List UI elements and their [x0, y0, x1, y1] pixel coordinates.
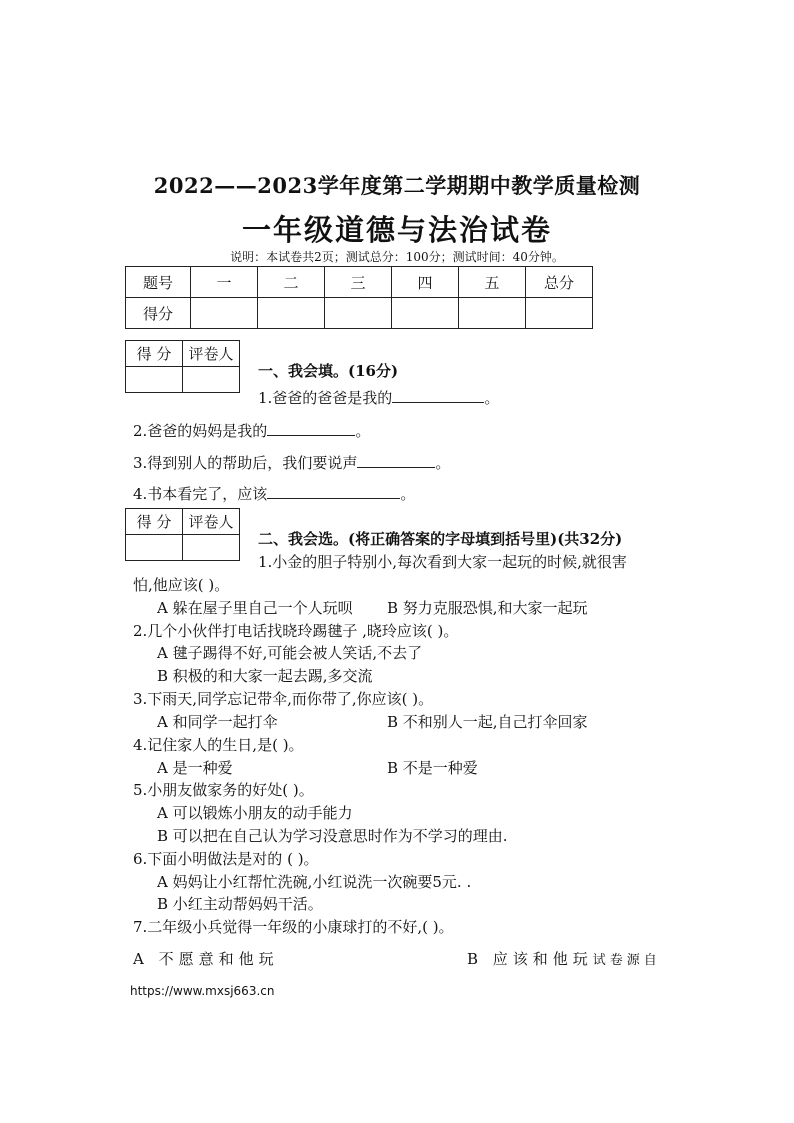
- section2-heading: 二、我会选。(将正确答案的字母填到括号里)(共32分): [258, 530, 623, 548]
- section1-heading: 一、我会填。(16分): [258, 362, 399, 380]
- score-header-cell: 三: [325, 267, 392, 298]
- q7-option-a: A 不愿意和他玩: [133, 950, 279, 968]
- grader-score-label: 得 分: [126, 509, 183, 535]
- section1-question-2: [133, 420, 370, 441]
- section2-question-2: 2.几个小伙伴打电话找晓玲踢毽子 ,晓玲应该( )。: [133, 622, 459, 640]
- score-cell: [325, 298, 392, 329]
- grader-box-section1: [125, 340, 240, 393]
- section1-question-1: [258, 387, 499, 408]
- q4-option-b: B 不是一种爱: [387, 759, 478, 777]
- grader-name-label: 评卷人: [183, 341, 240, 367]
- section2-question-3: 3.下雨天,同学忘记带伞,而你带了,你应该( )。: [133, 690, 434, 708]
- question-end: 。: [484, 389, 500, 407]
- exam-instructions: 说明：本试卷共2页；测试总分：100分；测试时间：40分钟。: [230, 250, 564, 264]
- question-text: 1.爸爸的爸爸是我的: [258, 389, 393, 407]
- score-row-label: 得分: [126, 298, 191, 329]
- score-table: [125, 266, 593, 329]
- footer-url: https://www.mxsj663.cn: [130, 984, 275, 998]
- score-header-cell: 一: [191, 267, 258, 298]
- score-cell: [191, 298, 258, 329]
- q1-option-b: B 努力克服恐惧,和大家一起玩: [387, 599, 588, 617]
- q5-option-b: B 可以把在自己认为学习没意思时作为不学习的理由.: [157, 827, 508, 845]
- source-note: 试卷源自: [592, 953, 661, 968]
- score-header-cell: 二: [258, 267, 325, 298]
- section2-question-7: 7.二年级小兵觉得一年级的小康球打的不好,( )。: [133, 918, 454, 936]
- answer-blank: [357, 453, 435, 468]
- question-text: 4.书本看完了，应该: [133, 485, 268, 503]
- score-cell: [459, 298, 526, 329]
- q3-option-b: B 不和别人一起,自己打伞回家: [387, 713, 588, 731]
- answer-blank: [267, 484, 400, 499]
- question-text: 2.爸爸的妈妈是我的: [133, 422, 268, 440]
- question-text: 3.得到别人的帮助后，我们要说声: [133, 454, 358, 472]
- q2-option-a: A 毽子踢得不好,可能会被人笑话,不去了: [157, 644, 423, 662]
- answer-blank: [392, 388, 484, 403]
- q7-option-b: B 应该和他玩: [467, 950, 593, 968]
- q7-option-b-line: [467, 948, 661, 969]
- question-end: 。: [355, 422, 371, 440]
- section2-question-4: 4.记住家人的生日,是( )。: [133, 736, 304, 754]
- grader-score-label: 得 分: [126, 341, 183, 367]
- q5-option-a: A 可以锻炼小朋友的动手能力: [157, 804, 353, 822]
- grader-box-section2: [125, 508, 240, 561]
- score-cell: [258, 298, 325, 329]
- q6-option-a: A 妈妈让小红帮忙洗碗,小红说洗一次碗要5元. .: [157, 873, 472, 891]
- grader-name-cell: [183, 367, 240, 393]
- section2-question-6: 6.下面小明做法是对的 ( )。: [133, 850, 319, 868]
- score-cell: [526, 298, 593, 329]
- score-table-score-row: [126, 298, 593, 329]
- exam-subject-title: 一年级道德与法治试卷: [241, 213, 552, 247]
- score-header-cell: 总分: [526, 267, 593, 298]
- section1-question-4: [133, 483, 415, 504]
- q1-option-a: A 躲在屋子里自己一个人玩呗: [157, 599, 353, 617]
- score-header-cell: 四: [392, 267, 459, 298]
- q3-option-a: A 和同学一起打伞: [157, 713, 278, 731]
- section2-question-1-line1: 1.小金的胆子特别小,每次看到大家一起玩的时候,就很害: [258, 553, 627, 571]
- grader-name-label: 评卷人: [183, 509, 240, 535]
- score-table-header-row: [126, 267, 593, 298]
- score-header-cell: 五: [459, 267, 526, 298]
- q6-option-b: B 小红主动帮妈妈干活。: [157, 895, 323, 913]
- grader-score-cell: [126, 535, 183, 561]
- question-end: 。: [400, 485, 416, 503]
- exam-title: 2022——2023学年度第二学期期中教学质量检测: [153, 173, 641, 198]
- question-end: 。: [435, 454, 451, 472]
- grader-name-cell: [183, 535, 240, 561]
- q2-option-b: B 积极的和大家一起去踢,多交流: [157, 667, 373, 685]
- grader-score-cell: [126, 367, 183, 393]
- section2-question-1-line2: 怕,他应该( )。: [133, 576, 230, 594]
- answer-blank: [267, 421, 355, 436]
- score-header-cell: 题号: [126, 267, 191, 298]
- score-cell: [392, 298, 459, 329]
- section2-question-5: 5.小朋友做家务的好处( )。: [133, 781, 314, 799]
- q4-option-a: A 是一种爱: [157, 759, 233, 777]
- section1-question-3: [133, 452, 450, 473]
